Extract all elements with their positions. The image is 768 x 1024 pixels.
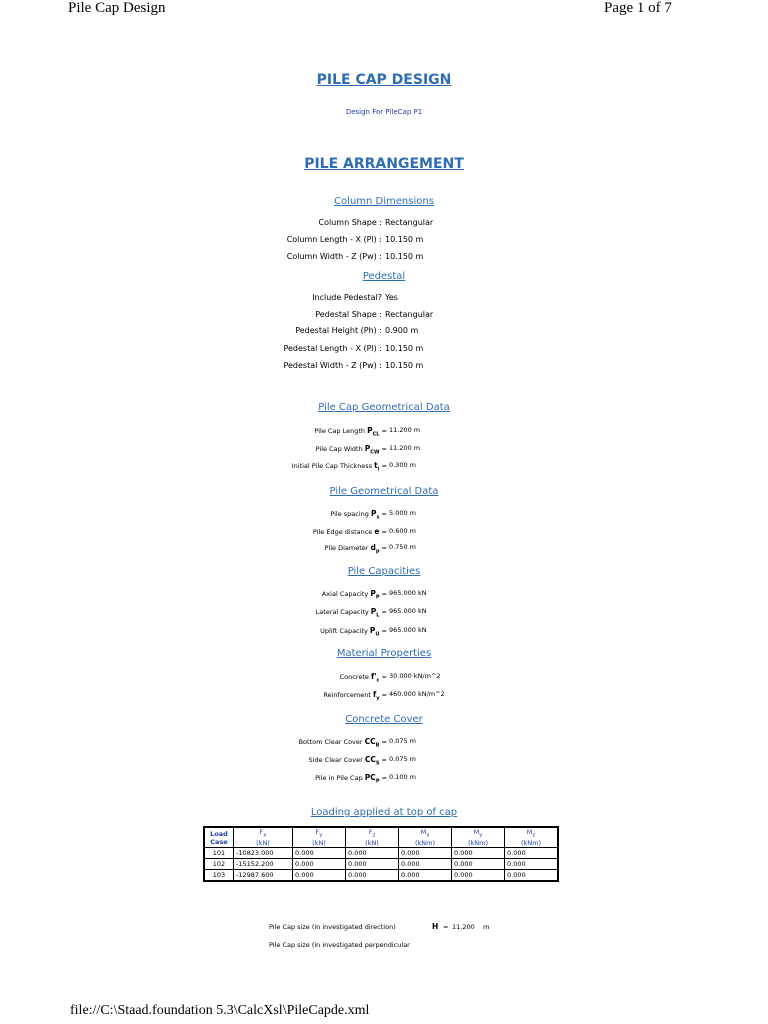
table-cell: -12987.600 (234, 870, 293, 882)
row-label: Pedestal Height (Ph) : (295, 326, 382, 335)
label-text: Axial Capacity (321, 590, 369, 598)
table-cell: 0.000 (399, 848, 452, 859)
row-value: 965.000 kN (389, 607, 427, 615)
row-label: Pile Edge distance e = (312, 527, 387, 536)
pile-geom-row (0, 527, 768, 541)
header-name: M (473, 828, 480, 836)
symbol: t (374, 461, 378, 470)
page-number: Page 1 of 7 (604, 0, 672, 16)
header-sub: x (426, 832, 430, 839)
table-header-cell (204, 827, 234, 848)
table-cell: -15152.200 (234, 859, 293, 870)
table-header-cell (399, 827, 452, 848)
capacity-row (0, 607, 768, 621)
pile-geom-heading: Pile Geometrical Data (329, 486, 439, 497)
label-text: Side Clear Cover (308, 756, 363, 764)
row-value: 0.750 m (389, 543, 417, 551)
table-header-cell (293, 827, 346, 848)
table-header-cell (505, 827, 559, 848)
header-unit: (kNm) (520, 839, 542, 848)
symbol: P (371, 509, 377, 518)
pile-geom-row (0, 509, 768, 523)
label-text: Concrete (339, 673, 369, 681)
row-value: 460.000 kN/m^2 (389, 690, 445, 698)
cap-geom-row (0, 444, 768, 458)
cap-size-eq: = (443, 923, 449, 931)
row-value: 11.200 m (389, 426, 421, 434)
row-label: Pile spacing $P_s$ = (330, 509, 387, 521)
row-label: Include Pedestal? (312, 293, 382, 302)
header-name: M (420, 828, 427, 836)
row-label: Concrete $f'_c$ = (339, 672, 387, 684)
symbol-sub: P (375, 778, 380, 785)
page-title: PILE CAP DESIGN (316, 72, 452, 88)
row-value: 0.075 m (389, 755, 417, 763)
cap-size-value: 11.200 (452, 923, 475, 931)
cap-geom-row (0, 461, 768, 475)
row-value: Yes (385, 293, 398, 302)
header-name: F (315, 828, 320, 836)
label-text: Pile Cap Width (315, 445, 363, 453)
symbol-sub: y (376, 695, 380, 702)
material-row (0, 690, 768, 704)
material-heading: Material Properties (336, 648, 432, 659)
row-label: Axial Capacity $P_P$ = (321, 589, 387, 601)
row-label: Column Length - X (Pl) : (286, 235, 382, 244)
table-row (204, 848, 558, 859)
capacities-heading: Pile Capacities (347, 566, 421, 577)
table-cell: 0.000 (452, 870, 505, 882)
symbol: CC (364, 755, 376, 764)
pedestal-heading: Pedestal (362, 271, 406, 282)
header-unit: (kNm) (467, 839, 489, 848)
symbol: d (370, 543, 376, 552)
table-header-cell (452, 827, 505, 848)
header-name: F (368, 828, 373, 836)
symbol-sub: CW (370, 449, 380, 456)
table-cell: 103 (204, 870, 234, 882)
cover-heading: Concrete Cover (345, 714, 423, 725)
table-cell: 0.000 (452, 848, 505, 859)
row-value: 10.150 m (385, 235, 424, 244)
row-label: Column Shape : (318, 218, 382, 227)
row-value: 10.150 m (385, 344, 424, 353)
label-text: Pile spacing (330, 510, 369, 518)
loading-table (203, 826, 559, 882)
cap-geom-row (0, 426, 768, 440)
symbol: P (367, 426, 373, 435)
row-value: 0.100 m (389, 773, 417, 781)
row-value: 10.150 m (385, 361, 424, 370)
label-text: Pile in Pile Cap (315, 774, 363, 782)
row-label: Side Clear Cover $CC_S$ = (308, 755, 387, 767)
symbol-sub: CL (372, 431, 380, 438)
column-row (0, 235, 768, 249)
capacity-row (0, 589, 768, 603)
symbol: PC (364, 773, 376, 782)
row-value: 0.075 m (389, 737, 417, 745)
pedestal-row (0, 344, 768, 358)
column-row (0, 218, 768, 232)
footer-file-path: file://C:\Staad.foundation 5.3\CalcXsl\PileCapde.xml (70, 1003, 370, 1018)
cap-size-symbol: H (432, 922, 439, 931)
cap-size-unit: m (483, 923, 490, 931)
header-unit: (kNm) (414, 839, 436, 848)
row-value: Rectangular (385, 218, 434, 227)
row-label: Initial Pile Cap Thickness $t_i$ = (291, 461, 387, 473)
row-label: Pile in Pile Cap $PC_P$ = (315, 773, 387, 785)
table-cell: 0.000 (452, 859, 505, 870)
table-row (204, 859, 558, 870)
table-header-cell (346, 827, 399, 848)
cap-size-perp-label: Pile Cap size (in investigated perpendicular (269, 941, 410, 949)
header-name: M (526, 828, 533, 836)
header-sub: z (532, 832, 536, 839)
table-cell: 0.000 (505, 859, 559, 870)
pedestal-row (0, 293, 768, 307)
symbol-sub: U (375, 631, 380, 638)
symbol: e (374, 527, 380, 536)
symbol: P (370, 589, 376, 598)
symbol: P (369, 626, 376, 635)
cover-row (0, 755, 768, 769)
table-cell: 0.000 (399, 859, 452, 870)
row-value: 5.000 m (389, 509, 417, 517)
header-name: F (259, 828, 264, 836)
symbol: P (370, 607, 377, 616)
page-subtitle: Design For PileCap P1 (345, 108, 423, 116)
pile-geom-row (0, 543, 768, 557)
cap-geom-heading: Pile Cap Geometrical Data (318, 402, 450, 413)
table-cell: 0.000 (293, 859, 346, 870)
symbol-sub: c (376, 677, 380, 684)
label-text: Lateral Capacity (315, 608, 369, 616)
table-cell: 0.000 (293, 848, 346, 859)
row-label: Uplift Capacity $P_U$ = (320, 626, 387, 638)
loading-heading: Loading applied at top of cap (310, 807, 458, 818)
table-cell: 0.000 (505, 870, 559, 882)
header-name: Load (210, 829, 228, 838)
header-unit: Case (210, 837, 228, 846)
row-label: Pedestal Width - Z (Pw) : (283, 361, 382, 370)
label-text: Reinforcement (323, 691, 371, 699)
table-cell: -10823.000 (234, 848, 293, 859)
row-value: 11.200 m (389, 444, 421, 452)
table-header-row (204, 827, 558, 848)
symbol-sub: P (375, 594, 380, 601)
header-sub: y (479, 832, 483, 839)
column-row (0, 252, 768, 266)
table-cell: 0.000 (346, 848, 399, 859)
symbol-sub: S (375, 760, 380, 767)
row-value: Rectangular (385, 310, 434, 319)
label-text: Initial Pile Cap Thickness (291, 462, 373, 470)
symbol-sub: B (375, 742, 380, 749)
header-sub: y (319, 832, 323, 839)
row-label: Lateral Capacity $P_L$ = (315, 607, 387, 619)
table-cell: 101 (204, 848, 234, 859)
header-title: Pile Cap Design (68, 0, 166, 16)
label-text: Uplift Capacity (320, 627, 368, 635)
pedestal-row (0, 361, 768, 375)
header-sub: z (372, 832, 376, 839)
row-value: 10.150 m (385, 252, 424, 261)
label-text: Bottom Clear Cover (298, 738, 363, 746)
pedestal-row (0, 310, 768, 324)
row-label: Pile Cap Length $P_{CL}$ = (314, 426, 387, 438)
symbol-sub: L (376, 612, 380, 619)
row-label: Column Width - Z (Pw) : (286, 252, 382, 261)
label-text: Pile Cap Length (314, 427, 366, 435)
pedestal-row (0, 326, 768, 340)
row-label: Pile Diameter $d_p$ = (324, 543, 387, 555)
row-value: 965.000 kN (389, 589, 427, 597)
label-text: Pile Edge distance (312, 528, 373, 536)
table-header-cell (234, 827, 293, 848)
row-value: 0.600 m (389, 527, 417, 535)
label-text: Pile Diameter (324, 544, 369, 552)
row-label: Reinforcement $f_y$ = (323, 690, 387, 702)
header-unit: (kN) (312, 839, 326, 848)
row-label: Pile Cap Width $P_{CW}$ = (315, 444, 387, 456)
cover-row (0, 737, 768, 751)
row-value: 0.900 m (385, 326, 419, 335)
symbol: f (372, 690, 377, 699)
table-cell: 0.000 (346, 870, 399, 882)
section-title-arrangement: PILE ARRANGEMENT (304, 156, 464, 172)
table-cell: 0.000 (346, 859, 399, 870)
capacity-row (0, 626, 768, 640)
row-label: Bottom Clear Cover $CC_B$ = (298, 737, 387, 749)
row-value: 965.000 kN (389, 626, 427, 634)
symbol-sub: i (377, 466, 380, 473)
symbol: P (364, 444, 371, 453)
header-unit: (kN) (365, 839, 379, 848)
row-value: 30.000 kN/m^2 (389, 672, 441, 680)
table-cell: 0.000 (293, 870, 346, 882)
column-heading: Column Dimensions (334, 196, 434, 207)
symbol-sub: s (376, 514, 380, 521)
symbol-sub: p (375, 548, 380, 555)
material-row (0, 672, 768, 686)
cover-row (0, 773, 768, 787)
symbol: CC (364, 737, 376, 746)
table-cell: 102 (204, 859, 234, 870)
row-label: Pedestal Length - X (Pl) : (283, 344, 382, 353)
table-cell: 0.000 (399, 870, 452, 882)
row-label: Pedestal Shape : (315, 310, 382, 319)
table-row (204, 870, 558, 882)
header-unit: (kN) (256, 839, 270, 848)
symbol: f' (370, 672, 377, 681)
row-value: 0.300 m (389, 461, 417, 469)
table-cell: 0.000 (505, 848, 559, 859)
header-sub: x (263, 832, 267, 839)
cap-size-label: Pile Cap size (in investigated direction) (269, 923, 396, 931)
